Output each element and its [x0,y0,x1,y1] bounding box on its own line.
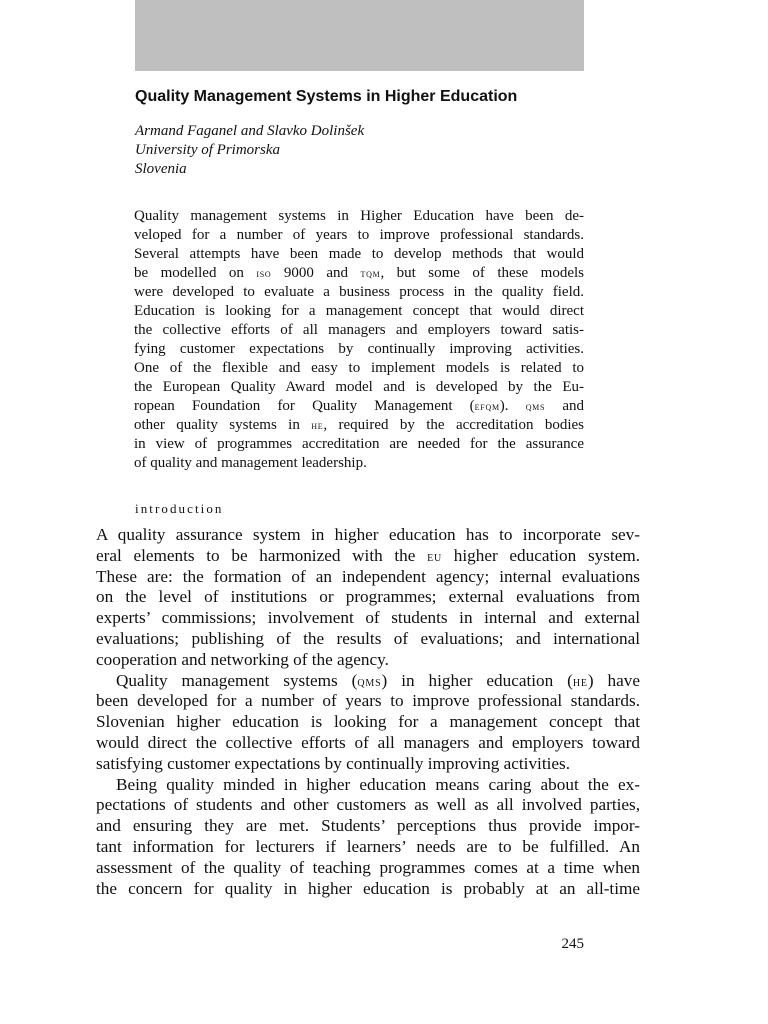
text-line: the concern for quality in higher education is probably at an all-time [96,878,640,898]
section-heading-introduction: introduction [135,501,224,516]
text-line: Slovenian higher education is looking for a management concept that [96,712,640,732]
text-line: and ensuring they are met. Students’ perceptions thus provide impor- [96,816,640,836]
author-names: Armand Faganel and Slavko Dolinšek [135,123,365,139]
text-line: fying customer expectations by continually improving activities. [134,341,584,357]
text-line: assessment of the quality of teaching programmes comes at a time when [96,857,640,877]
text-line: other quality systems in he, required by the accreditation bodies [134,417,584,433]
abstract [134,207,584,473]
text-line: Being quality minded in higher education means caring about the ex- [116,774,640,794]
text-line: the collective efforts of all managers and employers toward satis- [134,322,584,338]
small-caps-acronym: he [311,418,324,432]
small-caps-acronym: he [572,673,588,689]
text-line: evaluations; publishing of the results of evaluations; and international [96,628,640,648]
text-line: A quality assurance system in higher education has to incorporate sev- [96,525,640,544]
page-number: 245 [561,936,584,952]
text-line: Quality management systems in Higher Education have been de- [134,208,584,224]
header-band [135,0,584,71]
text-line: Quality management systems (qms) in higher education (he) have [116,670,640,690]
small-caps-acronym: qms [525,399,546,413]
text-line: veloped for a number of years to improve professional standards. [134,227,584,243]
author-block [135,122,584,179]
small-caps-acronym: qms [357,673,382,689]
body-text [96,525,640,899]
small-caps-acronym: efqm [474,399,500,413]
text-line: One of the flexible and easy to implement models is related to [134,360,584,376]
small-caps-acronym: iso [256,266,272,280]
paper-title: Quality Management Systems in Higher Education [135,88,518,105]
text-line: pectations of students and other customers as well as all involved parties, [96,795,640,815]
text-line: of quality and management leadership. [134,455,367,471]
text-line: Several attempts have been made to develop methods that would [134,246,584,262]
text-line: been developed for a number of years to improve professional standards. [96,691,640,711]
text-line: were developed to evaluate a business process in the quality field. [134,284,584,300]
text-line: would direct the collective efforts of all managers and employers toward [96,732,640,752]
text-line: in view of programmes accreditation are needed for the assurance [134,436,584,452]
text-line: Education is looking for a management concept that would direct [134,303,584,319]
text-line: on the level of institutions or programmes; external evaluations from [96,587,640,607]
text-line: eral elements to be harmonized with the eu higher education system. [96,545,640,565]
text-line: the European Quality Award model and is developed by the Eu- [134,379,584,395]
small-caps-acronym: eu [427,548,443,564]
text-line: cooperation and networking of the agency. [96,649,389,669]
text-line: ropean Foundation for Quality Management (efqm). qms and [134,398,584,414]
text-line: These are: the formation of an independent agency; internal evaluations [96,566,640,586]
author-country: Slovenia [135,161,187,177]
text-line: tant information for lecturers if learners’ needs are to be fulfilled. An [96,836,640,856]
text-line: experts’ commissions; involvement of students in internal and external [96,608,640,628]
small-caps-acronym: tqm [360,266,381,280]
text-line: be modelled on iso 9000 and tqm, but some of these models [134,265,584,281]
author-affiliation: University of Primorska [135,142,280,158]
text-line: satisfying customer expectations by continually improving activities. [96,753,570,773]
